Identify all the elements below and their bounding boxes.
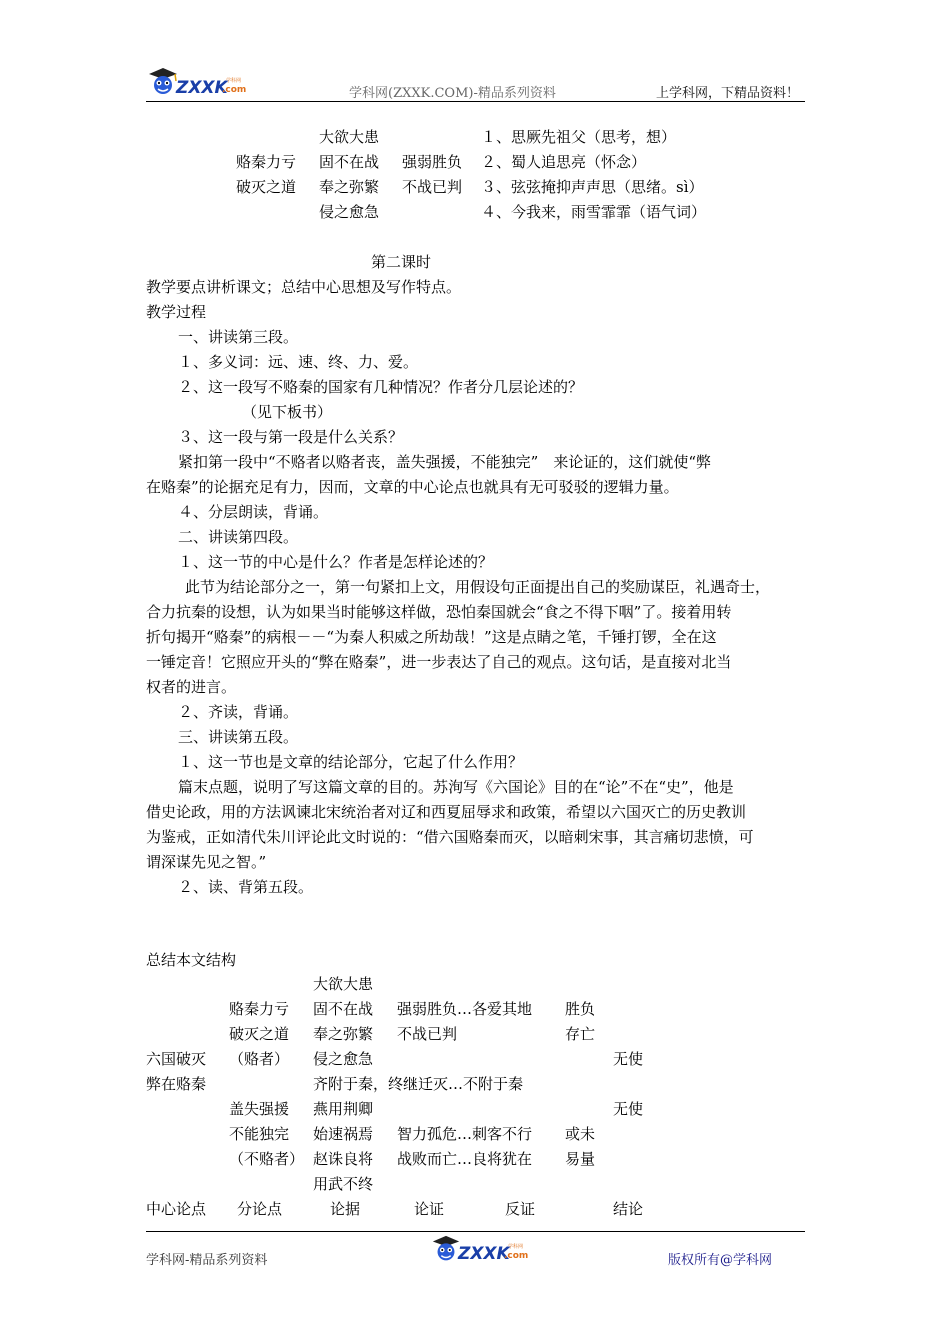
top-cell: ４、今我来，雨雪霏霏（语气词） [481, 203, 707, 221]
top-cell: ３、弦弦掩抑声声思（思绪。sì） [481, 178, 704, 196]
summary-title: 总结本文结构 [146, 951, 237, 969]
summary-cell: 存亡 [565, 1025, 596, 1043]
logo-text: ZXXK [176, 78, 228, 98]
summary-cell: 无使 [613, 1100, 644, 1118]
logo-com: .com [222, 85, 247, 95]
body-line: ２、齐读，背诵。 [178, 703, 299, 721]
summary-cell: 胜负 [565, 1000, 596, 1018]
body-line: 谓深谋先见之智。” [146, 853, 267, 871]
footer-right-text: 版权所有@学科网 [668, 1253, 773, 1268]
summary-cell: 不能独完 [229, 1125, 290, 1143]
body-line: 一、讲读第三段。 [178, 328, 299, 346]
summary-cell: 用武不终 [313, 1175, 374, 1193]
summary-cell: 奉之弥繁 [313, 1025, 374, 1043]
mascot-icon [146, 66, 180, 100]
body-line: 权者的进言。 [146, 678, 237, 696]
summary-cell: 易量 [565, 1150, 596, 1168]
summary-cell: （赂者） [229, 1050, 290, 1068]
body-line: 篇末点题，说明了写这篇文章的目的。苏洵写《六国论》目的在“论”不在“史”，他是 [178, 778, 734, 796]
summary-cell: 盖失强援 [229, 1100, 290, 1118]
summary-cell: 无使 [613, 1050, 644, 1068]
summary-cell: 战败而亡…良将犹在 [397, 1150, 533, 1168]
header-center-text: 学科网(ZXXK.COM)-精品系列资料 [349, 86, 556, 101]
body-line: 教学要点讲析课文；总结中心思想及写作特点。 [146, 278, 462, 296]
top-cell: 赂秦力亏 [236, 153, 297, 171]
summary-footer-label: 结论 [613, 1200, 644, 1218]
top-cell: １、思厥先祖父（思考，想） [481, 128, 677, 146]
top-cell: 奉之弥繁 [319, 178, 380, 196]
top-cell: 固不在战 [319, 153, 380, 171]
body-line: （见下板书） [242, 403, 333, 421]
summary-cell: 破灭之道 [229, 1025, 290, 1043]
footer-logo [430, 1234, 530, 1268]
summary-cell: 强弱胜负…各爱其地 [397, 1000, 533, 1018]
summary-cell: 赂秦力亏 [229, 1000, 290, 1018]
logo-com: .com [504, 1251, 529, 1261]
body-line: 此节为结论部分之一，第一句紧扣上文，用假设句正面提出自己的奖励谋臣，礼遇奇士， [185, 578, 771, 596]
body-line: 借史论政，用的方法讽谏北宋统治者对辽和西夏屈辱求和政策，希望以六国灭亡的历史教训 [146, 803, 747, 821]
lesson-title: 第二课时 [371, 253, 432, 271]
body-line: 一锤定音！它照应开头的“弊在赂秦”，进一步表达了自己的观点。这句话，是直接对北当 [146, 653, 732, 671]
body-line: 教学过程 [146, 303, 207, 321]
top-cell: 大欲大患 [319, 128, 380, 146]
summary-cell: 智力孤危…刺客不行 [397, 1125, 533, 1143]
footer-left-text: 学科网-精品系列资料 [146, 1253, 268, 1268]
body-line: １、这一节也是文章的结论部分，它起了什么作用？ [178, 753, 524, 771]
header-rule [146, 101, 805, 102]
logo-tag: 学科网 [508, 1244, 524, 1250]
top-cell: ２、蜀人追思亮（怀念） [481, 153, 647, 171]
body-line: 三、讲读第五段。 [178, 728, 299, 746]
summary-cell: 大欲大患 [313, 975, 374, 993]
body-line: 为鉴戒，正如清代朱川评论此文时说的：“借六国赂秦而灭，以暗刺宋事，其言痛切悲愤，可 [146, 828, 754, 846]
summary-footer-label: 论据 [330, 1200, 361, 1218]
body-line: ３、这一段与第一段是什么关系？ [178, 428, 404, 446]
summary-cell: 侵之愈急 [313, 1050, 374, 1068]
header-right-text: 上学科网，下精品资料！ [656, 86, 800, 101]
body-line: ２、读、背第五段。 [178, 878, 314, 896]
summary-cell: 燕用荆卿 [313, 1100, 374, 1118]
summary-cell: 始速祸焉 [313, 1125, 374, 1143]
summary-cell: （不赂者） [229, 1150, 305, 1168]
summary-cell: 弊在赂秦 [146, 1075, 207, 1093]
summary-footer-label: 中心论点 [146, 1200, 207, 1218]
body-line: 二、讲读第四段。 [178, 528, 299, 546]
top-cell: 破灭之道 [236, 178, 297, 196]
logo-tag: 学科网 [226, 78, 242, 84]
summary-cell: 或未 [565, 1125, 596, 1143]
logo-text: ZXXK [458, 1244, 510, 1264]
summary-cell: 不战已判 [397, 1025, 458, 1043]
summary-footer-label: 分论点 [237, 1200, 283, 1218]
summary-footer-label: 论证 [414, 1200, 445, 1218]
summary-cell: 六国破灭 [146, 1050, 207, 1068]
summary-cell: 赵诛良将 [313, 1150, 374, 1168]
summary-cell: 固不在战 [313, 1000, 374, 1018]
body-line: １、这一节的中心是什么？作者是怎样论述的？ [178, 553, 494, 571]
top-cell: 不战已判 [402, 178, 463, 196]
body-line: 合力抗秦的设想，认为如果当时能够这样做，恐怕秦国就会“食之不得下咽”了。接着用转 [146, 603, 732, 621]
body-line: ４、分层朗读，背诵。 [178, 503, 329, 521]
body-line: 在赂秦”的论据充足有力，因而，文章的中心论点也就具有无可驳驳的逻辑力量。 [146, 478, 679, 496]
body-line: １、多义词：远、速、终、力、爱。 [178, 353, 419, 371]
summary-footer-label: 反证 [505, 1200, 536, 1218]
body-line: 折句揭开“赂秦”的病根－－“为秦人积威之所劫哉！”这是点睛之笔，千锤打锣，全在这 [146, 628, 717, 646]
top-cell: 强弱胜负 [402, 153, 463, 171]
body-line: ２、这一段写不赂秦的国家有几种情况？作者分几层论述的？ [178, 378, 584, 396]
footer-rule [146, 1231, 805, 1232]
header-logo [146, 66, 246, 102]
body-line: 紧扣第一段中“不赂者以赂者丧，盖失强援，不能独完” 来论证的，这们就使“弊 [178, 453, 712, 471]
summary-cell: 齐附于秦，终继迁灭…不附于秦 [313, 1075, 524, 1093]
top-cell: 侵之愈急 [319, 203, 380, 221]
